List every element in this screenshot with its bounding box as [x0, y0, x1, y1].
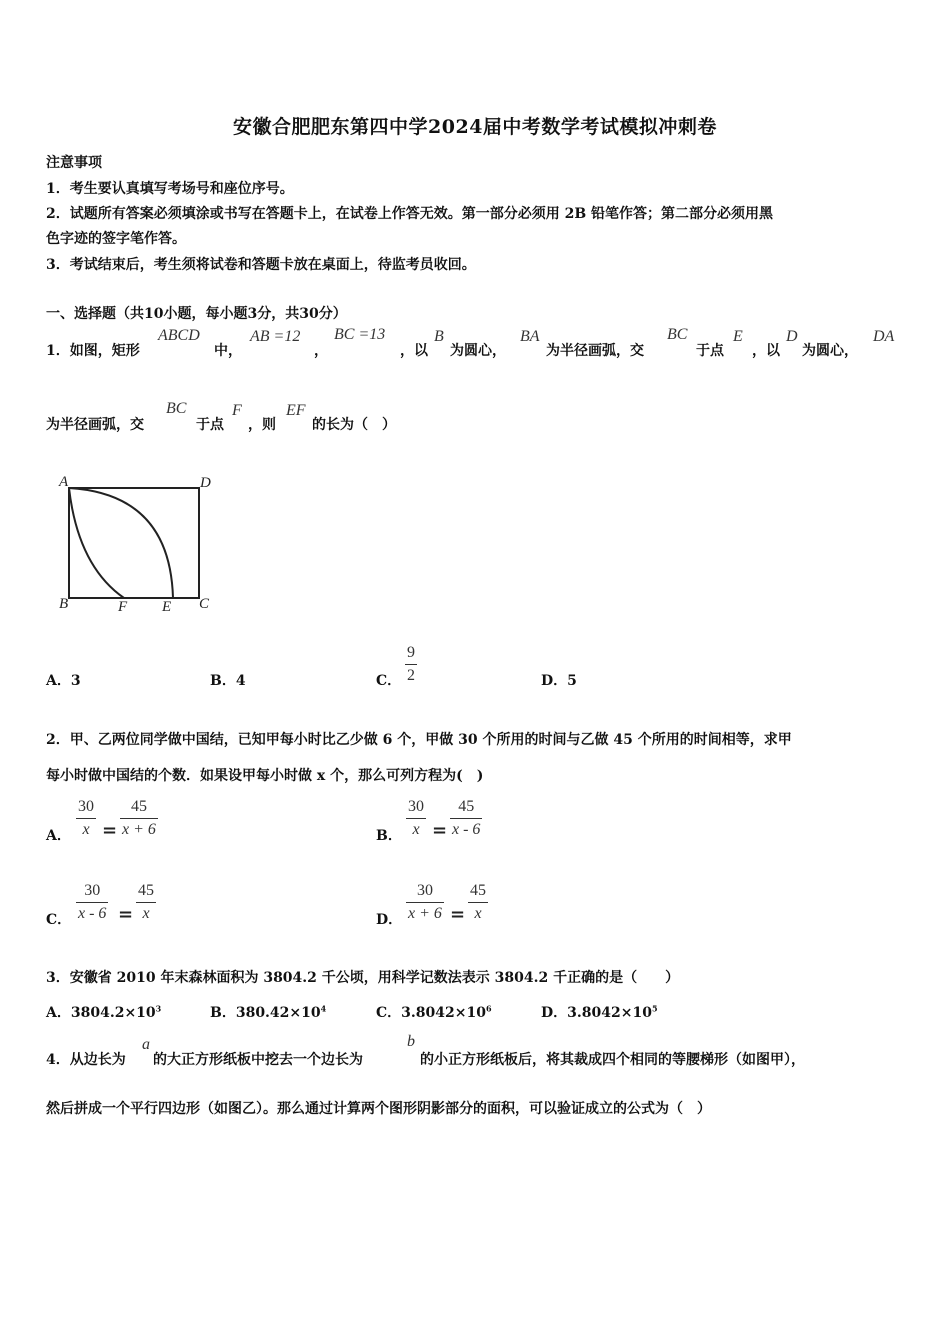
q2-d-equals: =: [450, 904, 466, 925]
q1-text-3: ，: [314, 343, 328, 359]
arc-ae: [69, 488, 173, 598]
q2-c-frac-left: $\frac{30}{x - 6}$: [78, 882, 107, 922]
q4-text-3: 的小正方形纸板后，将其裁成四个相同的等腰梯形（如图甲），: [420, 1052, 805, 1068]
q1-math-ba: BA: [520, 328, 540, 345]
q2-b-frac-left: $\frac{30}{x}$: [408, 798, 424, 838]
q2-option-d-label: D．: [376, 912, 403, 928]
q1-option-b: B．4: [210, 673, 246, 689]
q1-math-e: E: [733, 328, 743, 345]
q2-d-frac-right: $\frac{45}{x}$: [470, 882, 486, 922]
q3-option-b: B．$380.42\times 10^4$: [210, 1003, 327, 1021]
q1-math-ab: AB =12: [250, 328, 301, 345]
q1-text-7: 于点: [696, 343, 724, 359]
label-a: A: [59, 474, 69, 490]
q2-c-frac-right: $\frac{45}{x}$: [138, 882, 154, 922]
q2-b-frac-right: $\frac{45}{x - 6}$: [452, 798, 481, 838]
q2-stem-line-1: 2．甲、乙两位同学做中国结，已知甲每小时比乙少做 6 个，甲做 30 个所用的时间与乙做 45 个所用的时间相等，求甲: [46, 732, 792, 748]
q1-option-a: A．3: [46, 673, 81, 689]
q1-text-10: 为半径画弧，交: [46, 417, 144, 433]
q1-text-1: 1．如图，矩形: [46, 343, 140, 359]
q1-text-11: 于点: [196, 417, 224, 433]
q1-math-abcd: ABCD: [158, 327, 200, 344]
q1-math-ef: EF: [286, 402, 306, 419]
q3-option-d: D．$3.8042\times 10^5$: [541, 1003, 658, 1021]
q1-text-5: 为圆心，: [450, 343, 506, 359]
q2-option-c-label: C．: [46, 912, 72, 928]
q2-option-a-label: A．: [46, 828, 71, 844]
q1-figure: [52, 468, 222, 618]
q1-option-d: D．5: [541, 673, 577, 689]
q2-b-equals: =: [432, 820, 448, 841]
q2-c-equals: =: [118, 904, 134, 925]
q1-text-12: ，则: [248, 417, 276, 433]
q4-text-1: 4．从边长为: [46, 1052, 126, 1068]
q2-a-frac-right: $\frac{45}{x + 6}$: [122, 798, 156, 838]
q3-option-a: A．$3804.2\times 10^3$: [46, 1003, 162, 1021]
q1-text-6: 为半径画弧，交: [546, 343, 644, 359]
q1-text-13: 的长为（ ）: [312, 417, 396, 433]
notice-line-2: 2．试题所有答案必须填涂或书写在答题卡上，在试卷上作答无效。第一部分必须用 2B 铅笔作答；第二部分必须用黑: [46, 206, 774, 222]
q2-option-b-label: B．: [376, 828, 402, 844]
q2-a-equals: =: [102, 820, 118, 841]
notice-heading: 注意事项: [46, 155, 102, 171]
label-f: F: [118, 599, 128, 615]
label-e: E: [162, 599, 172, 615]
q2-a-frac-left: $\frac{30}{x}$: [78, 798, 94, 838]
label-d: D: [200, 475, 211, 491]
q4-text-2: 的大正方形纸板中挖去一个边长为: [153, 1052, 363, 1068]
q1-math-bc2: BC: [667, 326, 688, 343]
q1-math-da: DA: [873, 328, 895, 345]
q1-math-d: D: [786, 328, 798, 345]
q1-math-b: B: [434, 328, 444, 345]
notice-line-1: 1．考生要认真填写考场号和座位序号。: [46, 181, 294, 197]
q1-text-4: ，以: [400, 343, 428, 359]
arc-af: [69, 488, 124, 598]
q1-option-c-fraction: $\frac{9}{2}$: [407, 644, 415, 684]
page-title: 安徽合肥肥东第四中学2024届中考数学考试模拟冲刺卷: [233, 116, 717, 138]
q4-math-a: a: [142, 1036, 150, 1053]
q3-option-c: C．$3.8042\times 10^6$: [376, 1003, 492, 1021]
q2-d-frac-left: $\frac{30}{x + 6}$: [408, 882, 442, 922]
q1-math-bc: BC =13: [334, 326, 386, 343]
label-b: B: [59, 596, 69, 612]
q1-math-bc3: BC: [166, 400, 187, 417]
q1-option-c: C．: [376, 673, 402, 689]
q1-text-8: ，以: [752, 343, 780, 359]
q3-stem: 3．安徽省 2010 年末森林面积为 3804.2 千公顷，用科学记数法表示 3804.2 千正确的是（ ）: [46, 970, 680, 986]
q4-math-b: b: [407, 1033, 415, 1050]
notice-line-3: 3．考试结束后，考生须将试卷和答题卡放在桌面上，待监考员收回。: [46, 257, 476, 273]
notice-line-2-cont: 色字迹的签字笔作答。: [46, 231, 186, 247]
q1-math-f: F: [232, 402, 242, 419]
q4-text-line-2: 然后拼成一个平行四边形（如图乙）。那么通过计算两个图形阴影部分的面积，可以验证成立的公式为（ ）: [46, 1101, 711, 1117]
label-c: C: [199, 596, 210, 612]
q1-text-2: 中，: [214, 343, 242, 359]
section-heading: 一、选择题（共10小题，每小题3分，共30分）: [46, 306, 347, 322]
q2-stem-line-2: 每小时做中国结的个数．如果设甲每小时做 x 个，那么可列方程为( ): [46, 768, 484, 784]
rectangle-abcd: [69, 488, 199, 598]
q1-text-9: 为圆心，: [802, 343, 858, 359]
